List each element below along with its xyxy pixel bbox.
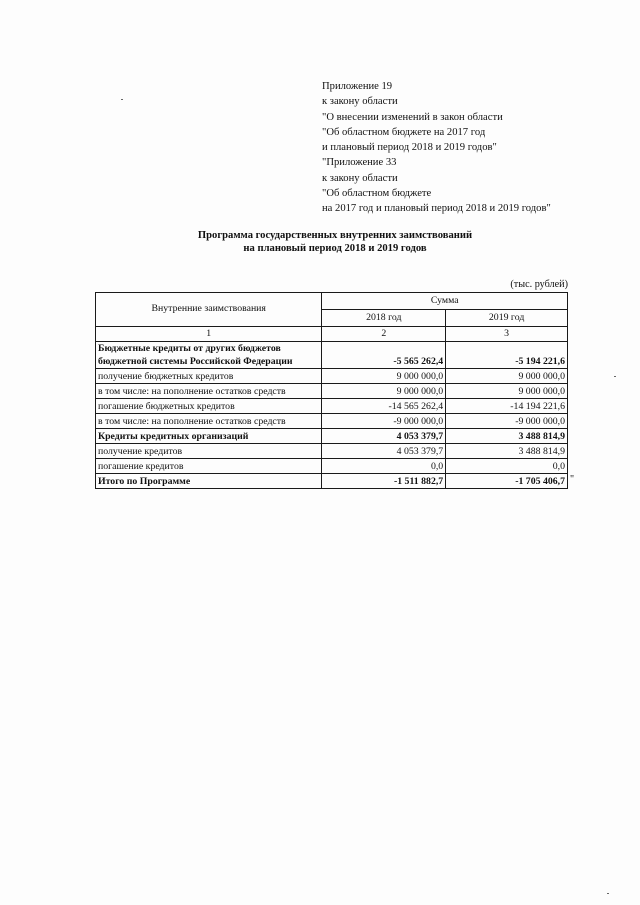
table-row — [96, 429, 568, 444]
scan-speck — [614, 376, 616, 377]
borrowing-table — [95, 292, 568, 489]
header-year-2018-cell: 2018 год — [322, 310, 446, 327]
row-2019-cell: -5 194 221,6 — [446, 342, 568, 369]
appendix-header-block — [322, 79, 551, 217]
units-label: (тыс. рублей) — [510, 279, 568, 290]
row-2018-cell: 9 000 000,0 — [322, 369, 446, 384]
table-row — [96, 474, 568, 489]
numbering-cell: 1 — [96, 327, 322, 342]
scan-speck — [121, 99, 123, 100]
row-2018-cell: -9 000 000,0 — [322, 414, 446, 429]
table-numbering-row — [96, 327, 568, 342]
table-row — [96, 399, 568, 414]
appendix-line: к закону области — [322, 96, 398, 108]
row-2019-cell: 9 000 000,0 — [446, 384, 568, 399]
appendix-line: "Об областном бюджете на 2017 год — [322, 126, 486, 138]
appendix-line: к закону области — [322, 172, 398, 184]
table-row — [96, 444, 568, 459]
row-name-cell: Итого по Программе — [96, 474, 322, 489]
row-2018-cell: 4 053 379,7 — [322, 444, 446, 459]
appendix-line: "Об областном бюджете — [322, 188, 432, 200]
row-name-cell: получение кредитов — [96, 444, 322, 459]
row-2018-cell: -5 565 262,4 — [322, 342, 446, 369]
numbering-cell: 2 — [322, 327, 446, 342]
header-name-cell: Внутренние заимствования — [96, 293, 322, 327]
appendix-line: Приложение 19 — [322, 81, 393, 92]
header-year-2019-cell: 2019 год — [446, 310, 568, 327]
row-name-cell: Бюджетные кредиты от других бюджетов бюджетной системы Российской Федерации — [96, 342, 322, 369]
title-line-2: на плановый период 2018 и 2019 годов — [243, 243, 427, 254]
row-2019-cell: -1 705 406,7 — [446, 474, 568, 489]
row-name-cell: погашение бюджетных кредитов — [96, 399, 322, 414]
document-title — [150, 229, 520, 255]
table-row — [96, 369, 568, 384]
row-2019-cell: -9 000 000,0 — [446, 414, 568, 429]
numbering-cell: 3 — [446, 327, 568, 342]
row-name-cell: в том числе: на пополнение остатков средств — [96, 384, 322, 399]
table-row — [96, 342, 568, 369]
appendix-line: "О внесении изменений в закон области — [322, 111, 503, 123]
row-name-cell: получение бюджетных кредитов — [96, 369, 322, 384]
table-row — [96, 414, 568, 429]
closing-quote-mark: " — [570, 474, 575, 485]
table-row — [96, 459, 568, 474]
row-2018-cell: -14 565 262,4 — [322, 399, 446, 414]
row-2018-cell: -1 511 882,7 — [322, 474, 446, 489]
row-2019-cell: -14 194 221,6 — [446, 399, 568, 414]
row-name-cell: Кредиты кредитных организаций — [96, 429, 322, 444]
table-row — [96, 384, 568, 399]
row-2019-cell: 0,0 — [446, 459, 568, 474]
row-name-cell: в том числе: на пополнение остатков средств — [96, 414, 322, 429]
header-sum-cell: Сумма — [322, 293, 568, 310]
title-line-1: Программа государственных внутренних заимствований — [197, 230, 473, 241]
table-header-row — [96, 293, 568, 310]
appendix-line: и плановый период 2018 и 2019 годов" — [322, 142, 497, 154]
row-2019-cell: 3 488 814,9 — [446, 429, 568, 444]
appendix-line: на 2017 год и плановый период 2018 и 2019 годов" — [322, 203, 551, 215]
row-2019-cell: 9 000 000,0 — [446, 369, 568, 384]
row-name-cell: погашение кредитов — [96, 459, 322, 474]
scan-speck — [607, 893, 609, 894]
row-2019-cell: 3 488 814,9 — [446, 444, 568, 459]
row-2018-cell: 4 053 379,7 — [322, 429, 446, 444]
row-2018-cell: 0,0 — [322, 459, 446, 474]
row-2018-cell: 9 000 000,0 — [322, 384, 446, 399]
appendix-line: "Приложение 33 — [322, 157, 397, 169]
